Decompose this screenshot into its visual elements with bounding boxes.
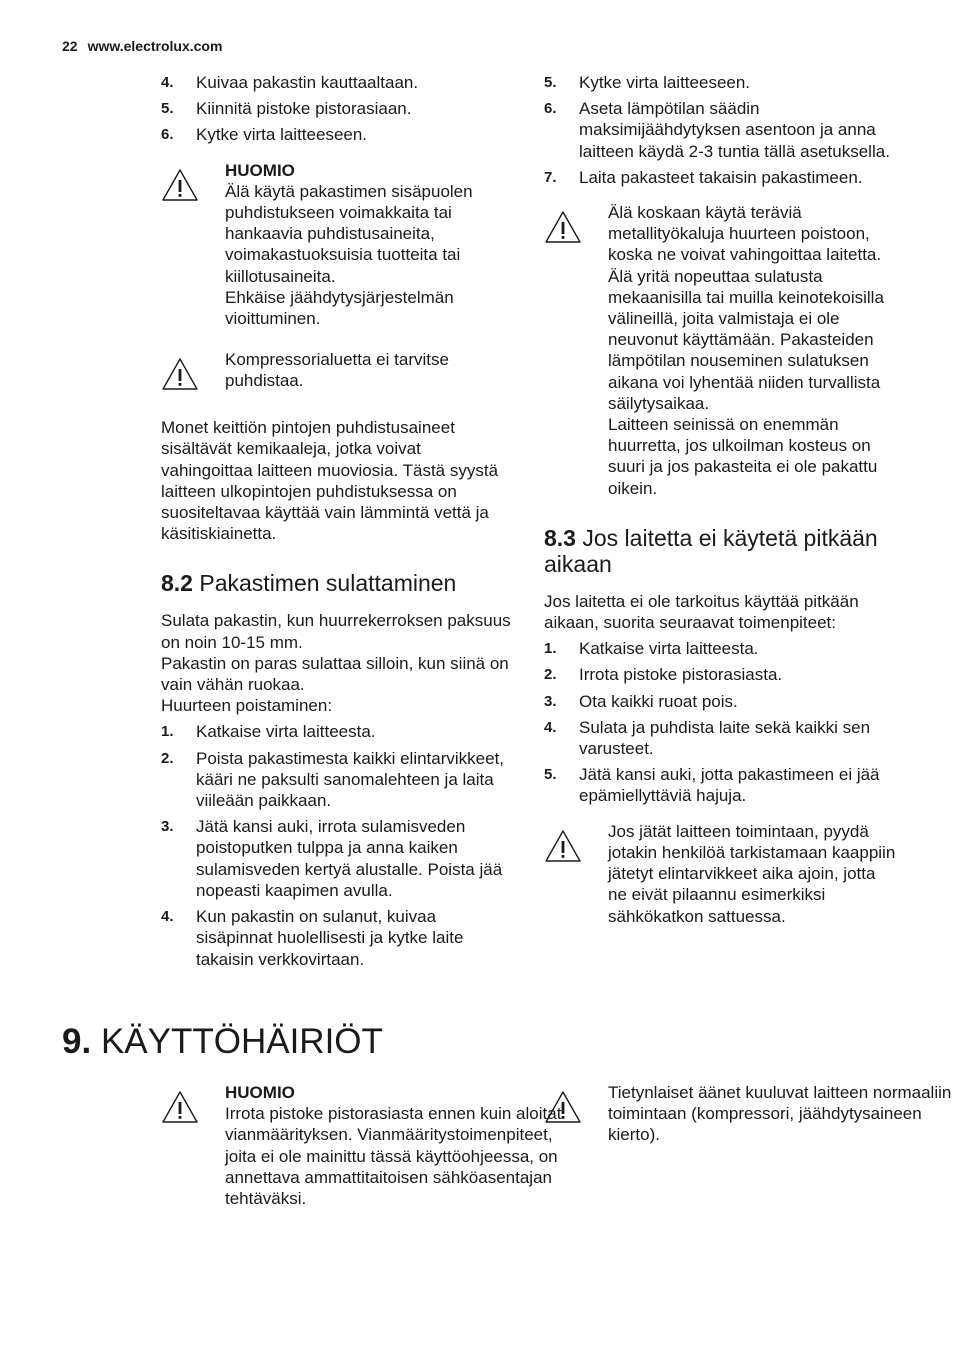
step-number: 2. [161, 749, 174, 767]
list-item [544, 764, 896, 806]
right-steps-top [544, 72, 896, 188]
step-number: 4. [544, 718, 557, 736]
step-text: Katkaise virta laitteesta. [196, 722, 376, 742]
warning-heading: HUOMIO [225, 160, 295, 180]
list-item [161, 816, 513, 901]
step-number: 1. [544, 640, 557, 658]
step-text: Jätä kansi auki, jotta pakastimeen ei jää epämiellyttäviä hajuja. [579, 765, 880, 806]
defrost-steps [161, 721, 513, 969]
step-number: 2. [544, 666, 557, 684]
page-number: 22 [62, 38, 78, 54]
storage-intro: Jos laitetta ei ole tarkoitus käyttää pitkään aikaan, suorita seuraavat toimenpiteet: [544, 591, 859, 633]
list-item [161, 72, 513, 93]
warning-triangle-icon [544, 1090, 582, 1124]
warning-text-2: Laitteen seinissä on enemmän huurretta, jos ulkoilman kosteus on suuri ja jos pakasteita ei ole pakattu oikein. [608, 415, 878, 498]
warning-text: Jos jätät laitteen toimintaan, pyydä jotakin henkilöä tarkistamaan kaappiin jätetyt elintarvikkeet aika ajoin, jotta ne eivät pilaannu esimerkiksi sähkökatkon sattuessa. [608, 821, 896, 926]
list-item [161, 748, 513, 812]
step-text: Irrota pistoke pistorasiasta. [579, 665, 783, 685]
site-url: www.electrolux.com [87, 38, 223, 54]
section-title: Pakastimen sulattaminen [199, 570, 457, 597]
warning-text: Kompressorialuetta ei tarvitse puhdistaa. [225, 350, 449, 391]
list-item [161, 98, 513, 119]
list-item [544, 691, 896, 712]
defrost-paragraph-3: Huurteen poistaminen: [161, 696, 333, 716]
warning-triangle-icon [161, 168, 199, 202]
step-number: 7. [544, 168, 557, 186]
step-number: 6. [161, 126, 174, 144]
step-number: 5. [544, 74, 557, 91]
list-item [544, 72, 896, 93]
warning-triangle-icon [161, 357, 199, 391]
left-column [161, 72, 513, 975]
section-number: 8.3 [544, 524, 576, 551]
step-text: Jätä kansi auki, irrota sulamisveden poistoputken tulppa ja anna kaiken sulamisveden kertyä alustalle. Poista jää nopeasti kaapimen avulla. [196, 817, 503, 900]
list-item [544, 664, 896, 685]
section-number: 8.2 [161, 570, 193, 597]
step-number: 5. [544, 766, 557, 784]
section-heading-9 [62, 1022, 383, 1062]
step-text: Poista pakastimesta kaikki elintarvikkeet, kääri ne paksulti sanomalehteen ja laita viileään paikkaan. [196, 748, 505, 811]
warning-text: Tietynlaiset äänet kuuluvat laitteen normaaliin toimintaan (kompressori, jäähdytysaineen kierto). [608, 1083, 952, 1145]
page-header [62, 38, 222, 54]
step-text: Kiinnitä pistoke pistorasiaan. [196, 99, 412, 119]
step-text: Sulata ja puhdista laite sekä kaikki sen varusteet. [579, 717, 871, 759]
warning-box [544, 202, 896, 499]
section-heading-8-2 [161, 570, 513, 596]
warning-box [544, 1082, 954, 1146]
step-text: Kytke virta laitteeseen. [579, 73, 751, 92]
storage-steps [544, 638, 896, 806]
list-item [544, 167, 896, 188]
step-number: 4. [161, 908, 174, 926]
step-text: Kun pakastin on sulanut, kuivaa sisäpinnat huolellisesti ja kytke laite takaisin verkkovirtaan. [196, 907, 464, 969]
list-item [161, 906, 513, 970]
warning-box [544, 821, 896, 927]
step-number: 3. [544, 692, 557, 710]
section-title: Jos laitetta ei käytetä pitkään aikaan [544, 524, 878, 577]
step-text: Aseta lämpötilan säädin maksimijäähdytyksen asentoon ja anna laitteen käydä 2-3 tuntia tällä asetuksella. [579, 99, 890, 161]
warning-text: Irrota pistoke pistorasiasta ennen kuin aloitat vianmäärityksen. Vianmääritystoimenpiteet, joita ei ole mainittu tässä käyttöohjeessa, on annettava ammattitaitoisen sähköasentajan tehtäväksi. [225, 1104, 562, 1209]
warning-text: Älä käytä pakastimen sisäpuolen puhdistukseen voimakkaita tai hankaavia puhdistusaineita, voimakastuoksuisia tuotteita tai kiillotusaineita. [225, 181, 473, 286]
list-item [161, 721, 513, 742]
section-number: 9. [62, 1022, 92, 1061]
warning-box [161, 349, 513, 393]
warning-triangle-icon [544, 829, 582, 863]
step-text: Katkaise virta laitteesta. [579, 639, 759, 659]
defrost-paragraph-1: Sulata pakastin, kun huurrekerroksen paksuus on noin 10-15 mm. [161, 611, 511, 652]
step-number: 6. [544, 100, 557, 118]
step-number: 5. [161, 100, 174, 118]
warning-box [161, 160, 513, 330]
list-item [544, 717, 896, 759]
list-item [544, 638, 896, 659]
warning-box [161, 1082, 577, 1209]
step-text: Ota kaikki ruoat pois. [579, 691, 738, 711]
section-heading-8-3 [544, 525, 896, 577]
section-title: KÄYTTÖHÄIRIÖT [100, 1022, 383, 1061]
warning-triangle-icon [544, 210, 582, 244]
warning-text: Älä koskaan käytä teräviä metallityökaluja huurteen poistoon, koska ne voivat vahingoittaa laitetta. Älä yritä nopeuttaa sulatusta mekaanisilla tai muilla keinotekoisilla välineillä, joita valmistaja ei ole neuvonut käyttämään. Pakasteiden lämpötilan nouseminen sulatuksen aikana voi lyhentää niiden turvallista säilytysaikaa. [608, 203, 884, 413]
step-number: 3. [161, 818, 174, 836]
left-steps-top [161, 72, 513, 146]
step-text: Laita pakasteet takaisin pakastimeen. [579, 167, 863, 187]
list-item [544, 98, 896, 162]
defrost-paragraph-2: Pakastin on paras sulattaa silloin, kun siinä on vain vähän ruokaa. [161, 653, 509, 695]
warning-triangle-icon [161, 1090, 199, 1124]
right-column [544, 72, 896, 927]
warning-text-2: Ehkäise jäähdytysjärjestelmän vioittuminen. [225, 287, 454, 329]
cleaning-paragraph: Monet keittiön pintojen puhdistusaineet sisältävät kemikaaleja, jotka voivat vahingoittaa laitteen muoviosia. Tästä syystä laitteen ulkopintojen puhdistuksessa on suositeltavaa käyttää vain lämmintä vettä ja käsitiskiainetta. [161, 418, 499, 544]
step-number: 4. [161, 74, 174, 91]
step-text: Kuivaa pakastin kauttaaltaan. [196, 73, 419, 92]
step-text: Kytke virta laitteeseen. [196, 125, 368, 145]
list-item [161, 124, 513, 145]
step-number: 1. [161, 723, 174, 741]
warning-heading: HUOMIO [225, 1083, 295, 1102]
